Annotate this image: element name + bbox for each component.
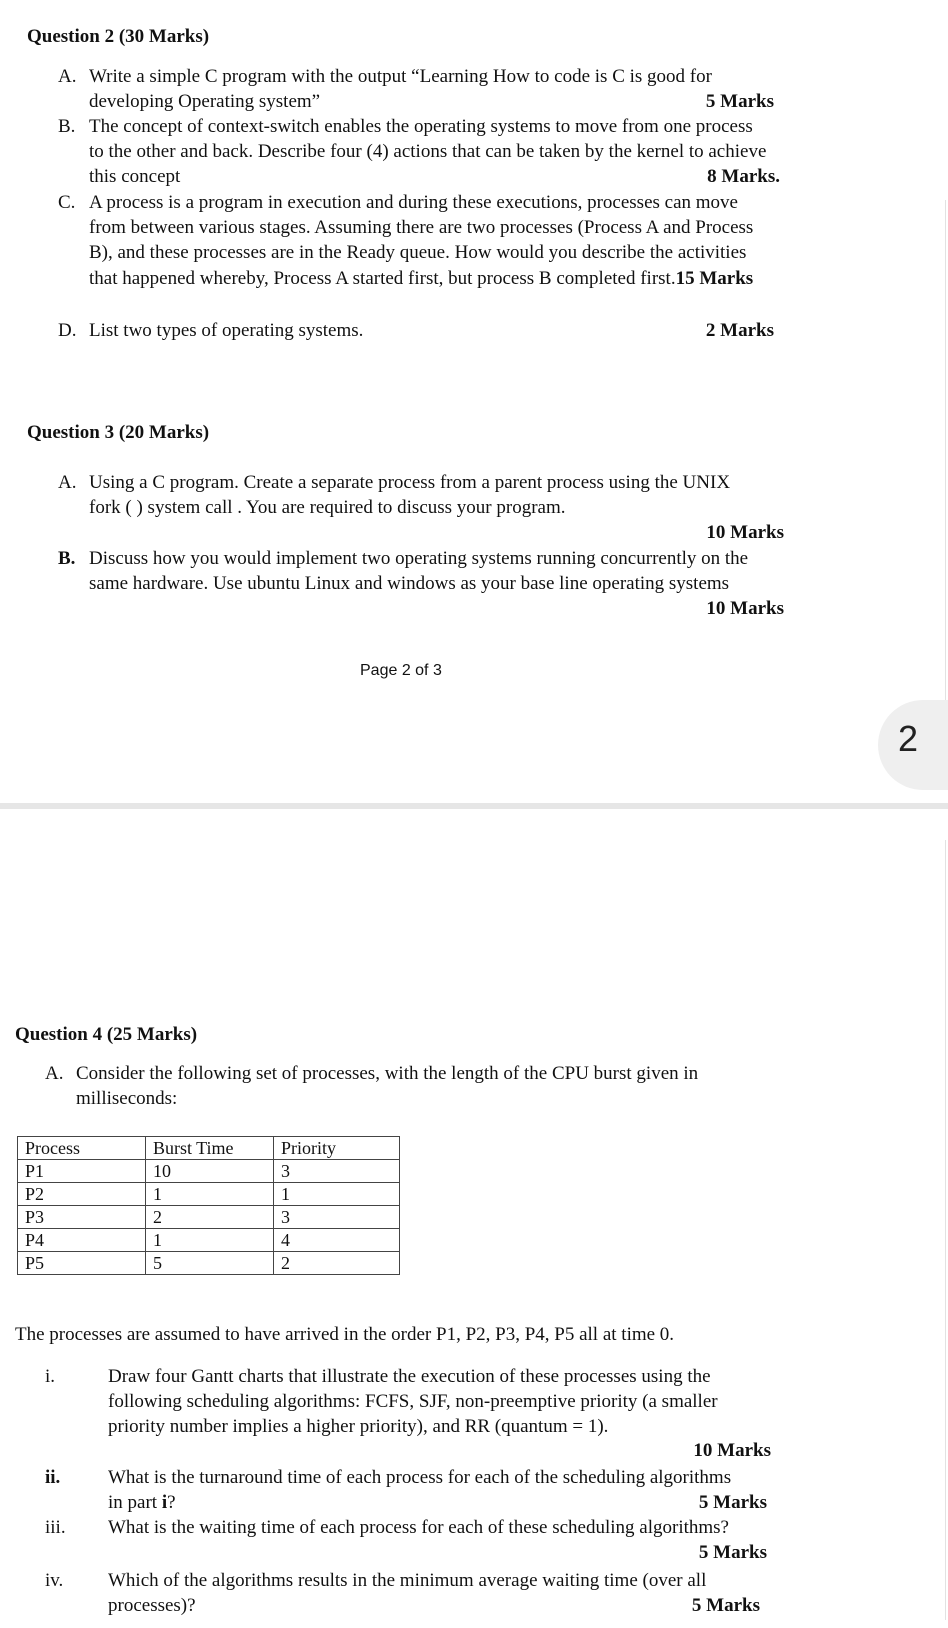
q4iv-line-1: Which of the algorithms results in the minimum average waiting time (over all: [108, 1570, 707, 1591]
q3a-marks: 10 Marks: [706, 522, 784, 543]
table-cell: 3: [274, 1206, 400, 1229]
q3a-label: A.: [58, 472, 77, 493]
q2c-line-1: A process is a program in execution and during these executions, processes can move: [89, 192, 738, 213]
table-cell: 3: [274, 1160, 400, 1183]
table-cell: 2: [146, 1206, 274, 1229]
table-row: [18, 1160, 400, 1183]
table-cell: 2: [274, 1252, 400, 1275]
q3b-marks: 10 Marks: [706, 598, 784, 619]
q4a-line-2: milliseconds:: [76, 1088, 178, 1109]
page-edge-bottom: [945, 840, 946, 1620]
q2b-line-1: The concept of context-switch enables the operating systems to move from one process: [89, 116, 753, 137]
q2b-line-3: this concept: [89, 166, 181, 187]
table-cell: 1: [146, 1229, 274, 1252]
table-row: [18, 1206, 400, 1229]
q2b-marks: 8 Marks.: [707, 166, 780, 187]
q3a-line-2: fork ( ) system call . You are required to discuss your program.: [89, 497, 566, 518]
q4i-line-3: priority number implies a higher priority), and RR (quantum = 1).: [108, 1416, 609, 1437]
q4i-label: i.: [45, 1366, 56, 1387]
table-cell: P4: [18, 1229, 146, 1252]
table-header-cell: Priority: [274, 1137, 400, 1160]
q4iii-marks: 5 Marks: [698, 1542, 767, 1563]
table-row: [18, 1229, 400, 1252]
q4ii-label: ii.: [45, 1467, 61, 1488]
table-row: [18, 1252, 400, 1275]
q2a-line-1: Write a simple C program with the output “Learning How to code is C is good for: [89, 66, 712, 87]
table-cell: P1: [18, 1160, 146, 1183]
q4ii-line-2-suffix: ?: [167, 1492, 176, 1513]
table-header-cell: Burst Time: [146, 1137, 274, 1160]
q2d-label: D.: [58, 320, 77, 341]
q2-heading: Question 2 (30 Marks): [27, 26, 210, 47]
table-cell: 4: [274, 1229, 400, 1252]
table-header-row: [18, 1137, 400, 1160]
q4a-label: A.: [45, 1063, 64, 1084]
q4ii-line-2: [108, 1490, 176, 1515]
q2d-marks: 2 Marks: [705, 320, 774, 341]
q4iii-text: What is the waiting time of each process for each of these scheduling algorithms?: [108, 1517, 729, 1538]
q2a-line-2: developing Operating system”: [89, 91, 321, 112]
q3b-line-2: same hardware. Use ubuntu Linux and windows as your base line operating systems: [89, 573, 730, 594]
table-cell: 5: [146, 1252, 274, 1275]
q2c-line-4-text: that happened whereby, Process A started first, but process B completed first.: [89, 268, 676, 289]
q4i-marks: 10 Marks: [693, 1440, 771, 1461]
q2c-label: C.: [58, 192, 76, 213]
page-footer: Page 2 of 3: [360, 662, 442, 679]
q2c-line-4: [89, 266, 753, 291]
q4a-line-1: Consider the following set of processes, with the length of the CPU burst given in: [76, 1063, 699, 1084]
page-separator: [0, 803, 948, 809]
table-cell: P3: [18, 1206, 146, 1229]
q4ii-marks: 5 Marks: [698, 1492, 767, 1513]
q2b-line-2: to the other and back. Describe four (4) actions that can be taken by the kernel to achieve: [89, 141, 767, 162]
table-cell: 1: [146, 1183, 274, 1206]
q4iv-line-2: processes)?: [108, 1595, 196, 1616]
q2c-line-3: B), and these processes are in the Ready queue. How would you describe the activities: [89, 242, 747, 263]
table-cell: 1: [274, 1183, 400, 1206]
q2b-label: B.: [58, 116, 76, 137]
q3b-label: B.: [58, 548, 76, 569]
table-row: [18, 1183, 400, 1206]
q2c-line-2: from between various stages. Assuming there are two processes (Process A and Process: [89, 217, 754, 238]
process-table: [17, 1136, 400, 1275]
q3a-line-1: Using a C program. Create a separate process from a parent process using the UNIX: [89, 472, 731, 493]
q4-heading: Question 4 (25 Marks): [15, 1024, 198, 1045]
q2c-marks: 15 Marks: [675, 268, 754, 289]
q2a-marks: 5 Marks: [705, 91, 774, 112]
page-badge-number: 2: [897, 718, 919, 759]
table-cell: P5: [18, 1252, 146, 1275]
table-cell: P2: [18, 1183, 146, 1206]
q3b-line-1: Discuss how you would implement two operating systems running concurrently on the: [89, 548, 749, 569]
table-header-cell: Process: [18, 1137, 146, 1160]
q2a-label: A.: [58, 66, 77, 87]
q4i-line-2: following scheduling algorithms: FCFS, SJF, non-preemptive priority (a smaller: [108, 1391, 718, 1412]
q2d-text: List two types of operating systems.: [89, 320, 364, 341]
q3-heading: Question 3 (20 Marks): [27, 422, 210, 443]
q4iv-marks: 5 Marks: [691, 1595, 760, 1616]
q4ii-line-2-ref: i: [161, 1492, 168, 1513]
table-cell: 10: [146, 1160, 274, 1183]
q4iv-label: iv.: [45, 1570, 64, 1591]
q4ii-line-1: What is the turnaround time of each process for each of the scheduling algorithms: [108, 1467, 732, 1488]
q4iii-label: iii.: [45, 1517, 66, 1538]
q4i-line-1: Draw four Gantt charts that illustrate the execution of these processes using the: [108, 1366, 711, 1387]
q4ii-line-2-prefix: in part: [108, 1492, 162, 1513]
q4-arrival-note: The processes are assumed to have arrived in the order P1, P2, P3, P4, P5 all at time 0.: [15, 1324, 675, 1345]
